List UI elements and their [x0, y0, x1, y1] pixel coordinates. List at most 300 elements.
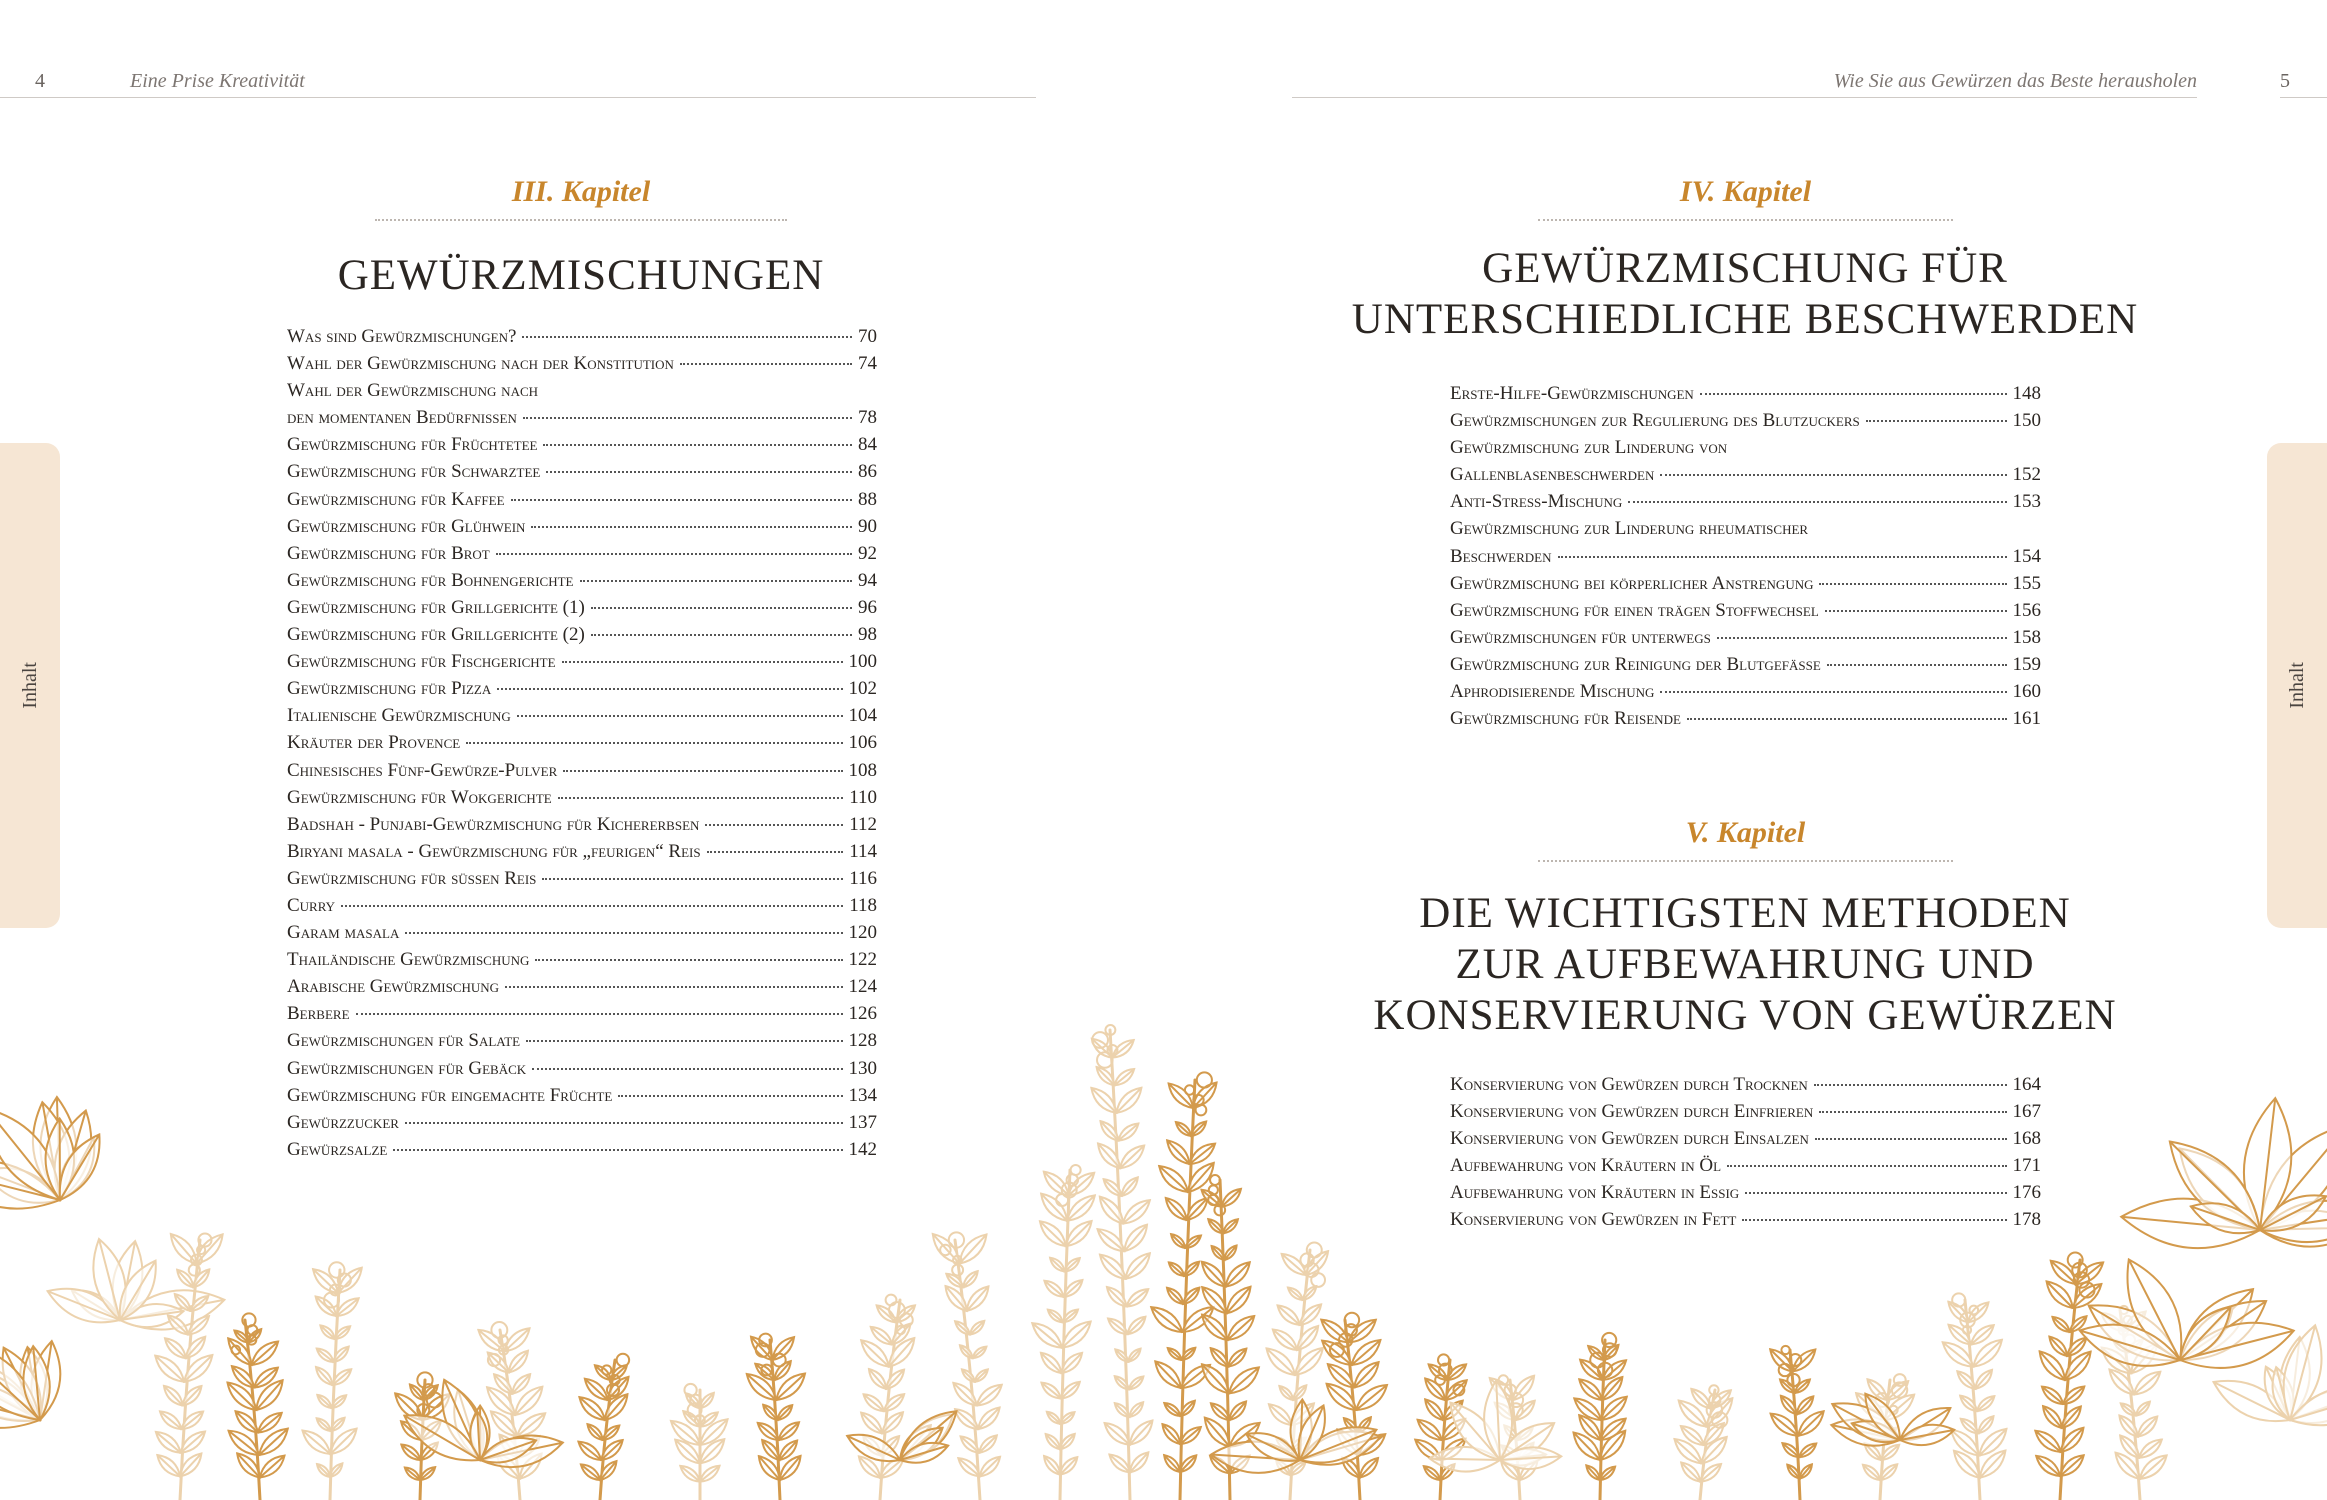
- botanical-stroke: [1273, 1329, 1297, 1350]
- toc-entry[interactable]: [287, 922, 877, 949]
- botanical-stroke: [1128, 1349, 1140, 1362]
- botanical-stroke: [2049, 1337, 2067, 1356]
- toc-entry[interactable]: [1450, 681, 2041, 708]
- botanical-stroke: [1356, 1385, 1387, 1410]
- toc-entry[interactable]: [1450, 437, 2041, 464]
- toc-entry[interactable]: [1450, 1074, 2041, 1101]
- toc-leader-dots: [1717, 637, 2007, 639]
- botanical-stroke: [317, 1349, 334, 1362]
- toc-leader-dots: [705, 824, 843, 826]
- botanical-stroke: [1279, 1386, 1293, 1400]
- toc-entry-title: Wahl der Gewürzmischung nach der Konstitution: [287, 353, 674, 375]
- botanical-stroke: [886, 1370, 904, 1389]
- botanical-stroke: [2138, 1416, 2158, 1436]
- botanical-stroke: [1168, 1348, 1182, 1360]
- botanical-stroke: [1116, 1088, 1141, 1113]
- toc-entry-title: Konservierung von Gewürzen durch Einfrieren: [1450, 1101, 1814, 1123]
- botanical-stroke: [963, 1271, 977, 1287]
- toc-entry-page: 159: [2012, 653, 2041, 675]
- toc-entry-page: 100: [848, 651, 877, 673]
- page-number-right: 5: [2280, 70, 2290, 92]
- botanical-stroke: [2136, 1402, 2150, 1416]
- botanical-stroke: [1041, 1353, 1062, 1373]
- toc-leader-dots: [542, 878, 843, 880]
- botanical-stroke: [1863, 1465, 1880, 1480]
- side-tab-right[interactable]: [2267, 443, 2327, 928]
- botanical-stroke: [680, 1466, 700, 1482]
- botanical-stroke: [1123, 1200, 1150, 1223]
- botanical-stroke: [1066, 1221, 1092, 1246]
- botanical-stroke: [1978, 1416, 1993, 1433]
- toc-entry-title: Gewürzmischung für Bohnengerichte: [287, 569, 574, 591]
- toc-entry-title: Gewürzmischung für Glühwein: [287, 515, 526, 537]
- toc-entry-title: Gewürzmischung für Grillgerichte (1): [287, 596, 585, 618]
- botanical-stroke: [164, 1386, 183, 1406]
- botanical-stroke: [1798, 1411, 1824, 1436]
- running-head-right: Wie Sie aus Gewürzen das Beste herausholen: [1833, 70, 2197, 92]
- botanical-stroke: [177, 1270, 193, 1288]
- toc-entry[interactable]: [287, 787, 877, 814]
- botanical-stroke: [317, 1464, 330, 1477]
- toc-leader-dots: [517, 715, 843, 717]
- toc-entry[interactable]: [1450, 464, 2041, 491]
- toc-entry-title: Italienische Gewürzmischung: [287, 705, 511, 727]
- botanical-stroke: [2134, 1372, 2161, 1395]
- toc-entry[interactable]: [287, 976, 877, 1003]
- botanical-stroke: [1586, 1465, 1600, 1480]
- botanical-stroke: [772, 1337, 794, 1360]
- toc-leader-dots: [532, 1068, 842, 1070]
- toc-leader-dots: [526, 1040, 842, 1042]
- toc-entry-title: Beschwerden: [1450, 545, 1552, 567]
- botanical-stroke: [1799, 1443, 1816, 1457]
- toc-entry[interactable]: [287, 353, 877, 380]
- toc-leader-dots: [1827, 664, 2007, 666]
- toc-entry[interactable]: [287, 1003, 877, 1030]
- botanical-stroke: [1169, 1262, 1184, 1276]
- toc-entry[interactable]: [287, 543, 877, 570]
- chapter-title-line: KONSERVIERUNG VON GEWÜRZEN: [1373, 992, 2117, 1039]
- toc-entry[interactable]: [1450, 491, 2041, 518]
- header-rule-left: [0, 97, 1036, 98]
- toc-leader-dots: [543, 444, 852, 446]
- botanical-stroke: [1418, 1420, 1442, 1440]
- toc-entry-title: Arabische Gewürzmischung: [287, 976, 500, 998]
- botanical-stroke: [1579, 1379, 1602, 1400]
- botanical-stroke: [1977, 1396, 1994, 1411]
- toc-entry[interactable]: [287, 814, 877, 841]
- toc-leader-dots: [523, 417, 852, 419]
- toc-entry[interactable]: [1450, 654, 2041, 681]
- botanical-stroke: [579, 1397, 605, 1420]
- botanical-stroke: [2043, 1406, 2062, 1428]
- toc-leader-dots: [1700, 393, 2007, 395]
- botanical-stroke: [861, 1340, 889, 1366]
- toc-entry[interactable]: [287, 624, 877, 651]
- toc-leader-dots: [591, 634, 852, 636]
- toc-entry[interactable]: [1450, 410, 2041, 437]
- toc-entry[interactable]: [287, 678, 877, 705]
- toc-entry-page: 130: [848, 1057, 877, 1079]
- botanical-stroke: [2052, 1317, 2069, 1332]
- toc-entry-title: Gewürzmischung für Schwarztee: [287, 461, 541, 483]
- botanical-stroke: [317, 1418, 331, 1431]
- botanical-stroke: [260, 1456, 285, 1478]
- toc-leader-dots: [563, 770, 842, 772]
- toc-entry[interactable]: [287, 1139, 877, 1166]
- toc-entry[interactable]: [287, 380, 877, 407]
- botanical-stroke: [578, 1442, 601, 1460]
- toc-entry-title: Gewürzmischung für Reisende: [1450, 708, 1681, 730]
- toc-entry[interactable]: [287, 949, 877, 976]
- botanical-stroke: [960, 1345, 973, 1358]
- toc-entry-page: 128: [848, 1030, 877, 1052]
- toc-entry[interactable]: [287, 461, 877, 488]
- botanical-stroke: [1062, 1322, 1091, 1348]
- toc-entry-page: 124: [848, 976, 877, 998]
- botanical-stroke: [2121, 1403, 2136, 1415]
- botanical-stroke: [933, 1234, 960, 1264]
- toc-entry[interactable]: [1450, 1155, 2041, 1182]
- toc-entry-page: 126: [848, 1003, 877, 1025]
- botanical-stroke: [1164, 1403, 1180, 1416]
- toc-entry-title: Gewürzmischung für Fischgerichte: [287, 651, 556, 673]
- chapter-title-line: GEWÜRZMISCHUNG FÜR: [1482, 245, 2008, 292]
- botanical-stroke: [1222, 1189, 1241, 1207]
- toc-entry[interactable]: [1450, 1128, 2041, 1155]
- toc-entry-page: 148: [2012, 383, 2041, 404]
- toc-entry-page: 110: [849, 786, 877, 808]
- botanical-stroke: [1032, 1323, 1062, 1348]
- toc-entry-page: 167: [2012, 1101, 2041, 1123]
- toc-entry-page: 158: [2012, 626, 2041, 648]
- botanical-stroke: [2140, 1455, 2167, 1478]
- toc-entry[interactable]: [1450, 708, 2041, 735]
- toc-leader-dots: [558, 797, 844, 799]
- toc-entry-title: Kräuter der Provence: [287, 732, 461, 754]
- botanical-stroke: [160, 1411, 182, 1429]
- toc-entry[interactable]: [1450, 1101, 2041, 1128]
- botanical-stroke: [2040, 1351, 2065, 1380]
- botanical-stroke: [1167, 1288, 1183, 1304]
- botanical-stroke: [1130, 1420, 1153, 1444]
- toc-entry-title: Gewürzmischungen für Gebäck: [287, 1057, 527, 1079]
- botanical-stroke: [967, 1286, 989, 1311]
- botanical-stroke: [1126, 1253, 1150, 1279]
- toc-entry-title: Gewürzmischung für süssen Reis: [287, 867, 537, 889]
- botanical-stroke: [1167, 1140, 1189, 1164]
- toc-entry-title: Gewürzmischung zur Linderung von: [1450, 437, 1728, 459]
- botanical-stroke: [1118, 1123, 1138, 1140]
- botanical-stroke: [1040, 1221, 1066, 1246]
- botanical-stroke: [157, 1455, 180, 1476]
- botanical-stroke: [977, 1385, 1002, 1406]
- toc-entry[interactable]: [1450, 1209, 2041, 1236]
- botanical-stroke: [1297, 1326, 1318, 1350]
- toc-entry[interactable]: [287, 760, 877, 787]
- toc-leader-dots: [1814, 1084, 2007, 1086]
- toc-leader-dots: [393, 1149, 842, 1151]
- botanical-stroke: [1277, 1305, 1299, 1325]
- botanical-stroke: [1228, 1349, 1246, 1367]
- toc-leader-dots: [562, 661, 843, 663]
- botanical-stroke: [2119, 1415, 2137, 1436]
- botanical-stroke: [1800, 1464, 1812, 1478]
- botanical-stroke: [1600, 1467, 1615, 1480]
- toc-leader-dots: [405, 1122, 843, 1124]
- toc-entry-title: Chinesisches Fünf-Gewürze-Pulver: [287, 759, 558, 781]
- toc-entry-page: 74: [858, 353, 877, 375]
- botanical-stroke: [1129, 1376, 1144, 1389]
- toc-leader-dots: [356, 1013, 843, 1015]
- toc-entry[interactable]: [1450, 383, 2041, 410]
- botanical-stroke: [585, 1379, 608, 1400]
- botanical-stroke: [1352, 1340, 1381, 1365]
- botanical-stroke: [1601, 1397, 1627, 1420]
- chapter-title-4: [1345, 243, 2145, 345]
- botanical-stroke: [1159, 1166, 1188, 1192]
- toc-entry-title: Badshah - Punjabi-Gewürzmischung für Kichererbsen: [287, 813, 700, 835]
- botanical-stroke: [302, 1430, 330, 1454]
- toc-leader-dots: [580, 580, 853, 582]
- toc-leader-dots: [1815, 1138, 2007, 1140]
- toc-leader-dots: [1660, 474, 2006, 476]
- toc-entry-page: 92: [858, 542, 877, 564]
- botanical-stroke: [1114, 1069, 1134, 1085]
- toc-entry-page: 164: [2012, 1074, 2041, 1095]
- botanical-stroke: [1971, 1325, 1994, 1344]
- toc-leader-dots: [591, 607, 852, 609]
- toc-entry-page: 152: [2012, 464, 2041, 486]
- toc-entry-title: Gewürzmischung für Brot: [287, 542, 490, 564]
- toc-entry-title: Anti-Stress-Mischung: [1450, 491, 1623, 513]
- toc-entry-page: 108: [848, 759, 877, 781]
- toc-entry-page: 168: [2012, 1128, 2041, 1150]
- toc-entry-page: 102: [848, 678, 877, 700]
- toc-entry[interactable]: [287, 434, 877, 461]
- toc-entry-page: 106: [848, 732, 877, 754]
- botanical-bud: [617, 1354, 630, 1367]
- botanical-stroke: [955, 1321, 970, 1334]
- botanical-stroke: [1044, 1281, 1063, 1297]
- toc-leader-dots: [1742, 1219, 2006, 1221]
- toc-entry-title: Biryani masala - Gewürzmischung für „feurigen“ Reis: [287, 840, 701, 862]
- toc-entry[interactable]: [1450, 600, 2041, 627]
- botanical-stroke: [774, 1361, 790, 1380]
- toc-entry-page: 78: [858, 407, 877, 429]
- toc-entry-title: Garam masala: [287, 922, 400, 944]
- toc-entry-title: Gewürzmischung zur Reinigung der Blutgefässe: [1450, 653, 1821, 675]
- toc-entry[interactable]: [287, 732, 877, 759]
- botanical-stroke: [258, 1413, 282, 1433]
- botanical-stroke: [171, 1234, 197, 1264]
- toc-entry-title: Wahl der Gewürzmischung nach: [287, 380, 539, 402]
- page-number-left: 4: [35, 70, 45, 92]
- chapter-title-line: DIE WICHTIGSTEN METHODEN: [1419, 890, 2071, 937]
- toc-entry[interactable]: [287, 895, 877, 922]
- botanical-bud: [1311, 1273, 1325, 1287]
- toc-entry[interactable]: [287, 516, 877, 543]
- toc-entry-page: 104: [848, 705, 877, 727]
- botanical-stroke: [871, 1327, 892, 1345]
- botanical-stroke: [313, 1269, 338, 1293]
- toc-leader-dots: [405, 932, 842, 934]
- botanical-stroke: [864, 1394, 884, 1411]
- botanical-bud: [1056, 1194, 1068, 1206]
- botanical-stroke: [1050, 1258, 1065, 1272]
- botanical-stroke: [165, 1338, 186, 1358]
- chapter-label-4: IV. Kapitel: [1538, 175, 1953, 221]
- toc-entry-page: 142: [848, 1138, 877, 1160]
- toc-entry-page: 137: [848, 1111, 877, 1133]
- toc-entry-page: 171: [2012, 1155, 2041, 1177]
- toc-leader-dots: [707, 851, 844, 853]
- toc-chapter-3: [287, 326, 877, 1166]
- toc-leader-dots: [1825, 610, 2007, 612]
- toc-leader-dots: [497, 688, 842, 690]
- botanical-stroke: [405, 1467, 420, 1480]
- botanical-stroke: [2042, 1387, 2063, 1404]
- chapter-title-line: UNTERSCHIEDLICHE BESCHWERDEN: [1351, 296, 2139, 343]
- botanical-stroke: [1046, 1434, 1061, 1449]
- toc-leader-dots: [1866, 420, 2007, 422]
- toc-entry-title: Was sind Gewürzmischungen?: [287, 326, 517, 347]
- botanical-stroke: [1226, 1262, 1250, 1286]
- toc-entry[interactable]: [287, 407, 877, 434]
- botanical-stroke: [1424, 1466, 1440, 1480]
- botanical-stroke: [978, 1407, 1000, 1429]
- toc-entry[interactable]: [287, 597, 877, 624]
- botanical-stroke: [1151, 1307, 1182, 1332]
- toc-entry-page: 156: [2012, 599, 2041, 621]
- botanical-stroke: [1048, 1310, 1063, 1323]
- toc-entry-title: Gallenblasenbeschwerden: [1450, 464, 1655, 486]
- toc-entry-page: 118: [849, 894, 877, 916]
- toc-entry-title: Gewürzmischung für eingemachte Früchte: [287, 1084, 613, 1106]
- botanical-stroke: [155, 1356, 184, 1382]
- botanical-stroke: [962, 1369, 975, 1382]
- toc-leader-dots: [546, 471, 852, 473]
- botanical-bud: [1197, 1072, 1212, 1087]
- toc-entry-page: 88: [858, 488, 877, 510]
- toc-entry[interactable]: [287, 1085, 877, 1112]
- toc-entry[interactable]: [287, 705, 877, 732]
- botanical-stroke: [509, 1351, 528, 1373]
- toc-entry-title: Gewürzmischung für Wokgerichte: [287, 786, 552, 808]
- botanical-stroke: [1288, 1288, 1303, 1300]
- toc-entry-page: 116: [849, 867, 877, 889]
- toc-entry[interactable]: [1450, 573, 2041, 600]
- botanical-stroke: [1127, 1289, 1149, 1306]
- toc-entry-title: Gewürzmischung zur Linderung rheumatischer: [1450, 518, 1809, 540]
- toc-entry-title: Gewürzmischung für einen trägen Stoffwechsel: [1450, 599, 1819, 621]
- botanical-stroke: [1354, 1362, 1378, 1387]
- toc-leader-dots: [1628, 501, 2006, 503]
- toc-entry-title: Gewürzzucker: [287, 1111, 399, 1133]
- toc-entry[interactable]: [287, 326, 877, 353]
- toc-leader-dots: [531, 526, 852, 528]
- toc-entry[interactable]: [287, 1058, 877, 1085]
- toc-entry[interactable]: [287, 570, 877, 597]
- botanical-bud: [1185, 1085, 1194, 1094]
- toc-entry[interactable]: [287, 868, 877, 895]
- toc-leader-dots: [1819, 1111, 2006, 1113]
- toc-leader-dots: [522, 336, 852, 338]
- botanical-stroke: [581, 1464, 600, 1480]
- botanical-stroke: [1180, 1455, 1196, 1472]
- botanical-stroke: [1574, 1398, 1601, 1420]
- botanical-stroke: [317, 1395, 331, 1408]
- toc-entry-page: 150: [2012, 410, 2041, 432]
- botanical-bud: [1210, 1175, 1220, 1185]
- toc-entry-page: 160: [2012, 681, 2041, 703]
- botanical-stroke: [517, 1413, 545, 1436]
- botanical-stroke: [1228, 1316, 1255, 1340]
- botanical-stroke: [1162, 1424, 1180, 1444]
- toc-leader-dots: [618, 1095, 842, 1097]
- botanical-stroke: [975, 1369, 988, 1381]
- botanical-stroke: [1190, 1144, 1216, 1164]
- toc-entry[interactable]: [287, 489, 877, 516]
- header-rule-right-edge: [2280, 97, 2327, 98]
- side-tab-left[interactable]: [0, 443, 60, 928]
- toc-entry[interactable]: [287, 841, 877, 868]
- chapter-title-5: [1345, 888, 2145, 1041]
- toc-entry-page: 96: [858, 596, 877, 618]
- botanical-stroke: [1044, 1456, 1060, 1475]
- toc-entry-title: Gewürzmischungen zur Regulierung des Blutzuckers: [1450, 410, 1860, 432]
- botanical-stroke: [1130, 1452, 1148, 1472]
- botanical-stroke: [316, 1367, 333, 1385]
- botanical-stroke: [861, 1413, 882, 1434]
- toc-entry-page: 84: [858, 434, 877, 456]
- toc-entry[interactable]: [1450, 1182, 2041, 1209]
- toc-entry[interactable]: [287, 1112, 877, 1139]
- toc-entry-title: Gewürzsalze: [287, 1138, 388, 1160]
- botanical-stroke: [1128, 1317, 1146, 1334]
- botanical-stroke: [1293, 1385, 1306, 1400]
- botanical-stroke: [252, 1342, 279, 1365]
- botanical-stroke: [1975, 1370, 1992, 1389]
- botanical-stroke: [320, 1325, 335, 1339]
- toc-entry[interactable]: [1450, 546, 2041, 573]
- botanical-stroke: [2139, 1440, 2162, 1458]
- botanical-stroke: [330, 1429, 356, 1454]
- toc-leader-dots: [535, 959, 842, 961]
- botanical-stroke: [1176, 1122, 1191, 1136]
- botanical-bud: [329, 1262, 344, 1277]
- botanical-stroke: [1267, 1348, 1295, 1375]
- toc-entry-page: 112: [849, 813, 877, 835]
- toc-entry[interactable]: [287, 1030, 877, 1057]
- botanical-stroke: [512, 1374, 530, 1394]
- toc-entry-title: Gewürzmischung für Kaffee: [287, 488, 505, 510]
- header-rule-right: [1292, 97, 2197, 98]
- botanical-bud: [1952, 1293, 1965, 1306]
- botanical-stroke: [401, 1445, 420, 1460]
- toc-entry[interactable]: [287, 651, 877, 678]
- toc-entry-page: 154: [2012, 545, 2041, 567]
- toc-entry-title: Konservierung von Gewürzen durch Einsalzen: [1450, 1128, 1809, 1150]
- botanical-stroke: [1041, 1194, 1067, 1221]
- toc-entry[interactable]: [1450, 518, 2041, 545]
- botanical-stroke: [1269, 1404, 1292, 1425]
- botanical-stroke: [2035, 1431, 2061, 1452]
- toc-entry-page: 176: [2012, 1182, 2041, 1204]
- toc-entry[interactable]: [1450, 627, 2041, 654]
- botanical-stroke: [980, 1457, 1000, 1477]
- botanical-stroke: [1793, 1349, 1816, 1371]
